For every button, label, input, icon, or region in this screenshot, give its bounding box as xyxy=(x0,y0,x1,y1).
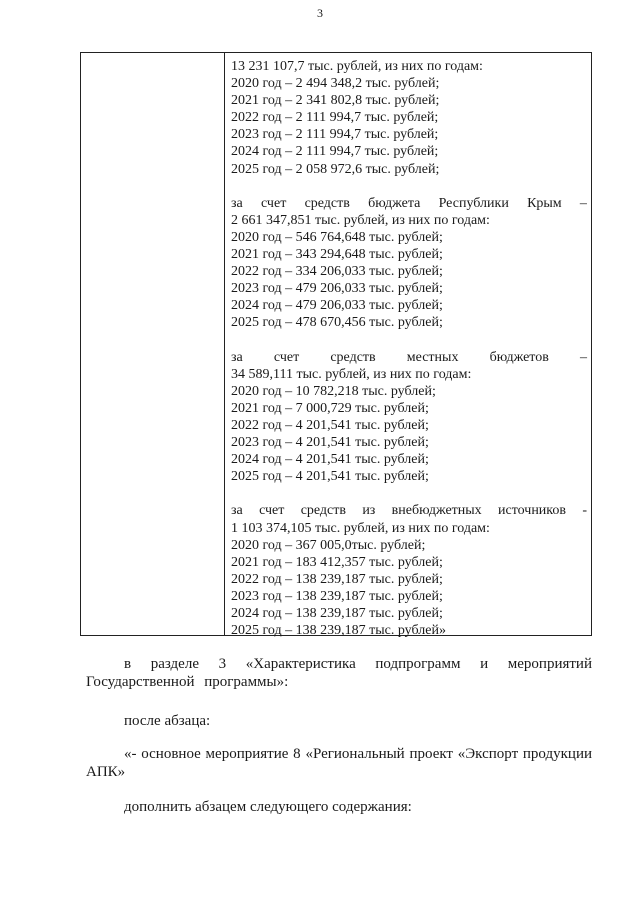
total-funding-line: 2025 год – 2 058 972,6 тыс. рублей; xyxy=(231,161,440,177)
table-left-cell xyxy=(81,53,225,635)
crimea-budget-line: 2 661 347,851 тыс. рублей, из них по годам: xyxy=(231,212,490,228)
extrabudget-line: 1 103 374,105 тыс. рублей, из них по годам: xyxy=(231,520,490,536)
local-budget-line: 2022 год – 4 201,541 тыс. рублей; xyxy=(231,417,429,433)
crimea-budget-heading: за счет средств бюджета Республики Крым – xyxy=(231,195,587,211)
crimea-budget-block xyxy=(231,195,587,332)
main-event-paragraph: «- основное мероприятие 8 «Региональный проект «Экспорт продукции АПК» xyxy=(86,746,592,780)
section-reference-paragraph: в разделе 3 «Характеристика подпрограмм и мероприятий Государственной программы»: xyxy=(86,656,592,690)
local-budget-line: 2021 год – 7 000,729 тыс. рублей; xyxy=(231,400,429,416)
extrabudget-line: 2023 год – 138 239,187 тыс. рублей; xyxy=(231,588,443,604)
total-funding-line: 2022 год – 2 111 994,7 тыс. рублей; xyxy=(231,110,439,126)
extrabudget-line: 2020 год – 367 005,0тыс. рублей; xyxy=(231,537,426,553)
crimea-budget-line: 2025 год – 478 670,456 тыс. рублей; xyxy=(231,315,443,331)
extrabudget-line: 2024 год – 138 239,187 тыс. рублей; xyxy=(231,606,443,621)
extrabudget-line: 2022 год – 138 239,187 тыс. рублей; xyxy=(231,571,443,587)
total-funding-line: 2020 год – 2 494 348,2 тыс. рублей; xyxy=(231,76,440,92)
add-paragraph-text: дополнить абзацем следующего содержания: xyxy=(124,799,412,815)
local-budget-line: 2020 год – 10 782,218 тыс. рублей; xyxy=(231,383,436,399)
extrabudget-block xyxy=(231,502,587,639)
total-funding-block xyxy=(231,58,587,178)
local-budget-line: 2025 год – 4 201,541 тыс. рублей; xyxy=(231,469,429,485)
total-funding-line: 2024 год – 2 111 994,7 тыс. рублей; xyxy=(231,144,439,160)
extrabudget-line: 2025 год – 138 239,187 тыс. рублей» xyxy=(231,623,446,639)
local-budget-heading: за счет средств местных бюджетов – xyxy=(231,349,587,365)
funding-table xyxy=(80,52,592,639)
crimea-budget-line: 2021 год – 343 294,648 тыс. рублей; xyxy=(231,247,443,263)
local-budget-block xyxy=(231,349,587,486)
crimea-budget-line: 2020 год – 546 764,648 тыс. рублей; xyxy=(231,229,443,245)
total-funding-line: 2021 год – 2 341 802,8 тыс. рублей; xyxy=(231,93,440,109)
crimea-budget-line: 2023 год – 479 206,033 тыс. рублей; xyxy=(231,281,443,297)
extrabudget-line: 2021 год – 183 412,357 тыс. рублей; xyxy=(231,554,443,570)
crimea-budget-line: 2022 год – 334 206,033 тыс. рублей; xyxy=(231,264,443,280)
total-funding-line: 2023 год – 2 111 994,7 тыс. рублей; xyxy=(231,127,439,143)
local-budget-line: 2023 год – 4 201,541 тыс. рублей; xyxy=(231,435,429,451)
extrabudget-heading: за счет средств из внебюджетных источников - xyxy=(231,503,587,519)
table-right-cell xyxy=(231,58,587,639)
local-budget-line: 2024 год – 4 201,541 тыс. рублей; xyxy=(231,452,429,468)
crimea-budget-line: 2024 год – 479 206,033 тыс. рублей; xyxy=(231,298,443,314)
page-number: 3 xyxy=(317,6,323,20)
after-paragraph-text: после абзаца: xyxy=(124,713,211,729)
total-funding-line: 13 231 107,7 тыс. рублей, из них по годам: xyxy=(231,59,483,74)
local-budget-line: 34 589,111 тыс. рублей, из них по годам: xyxy=(231,366,472,382)
